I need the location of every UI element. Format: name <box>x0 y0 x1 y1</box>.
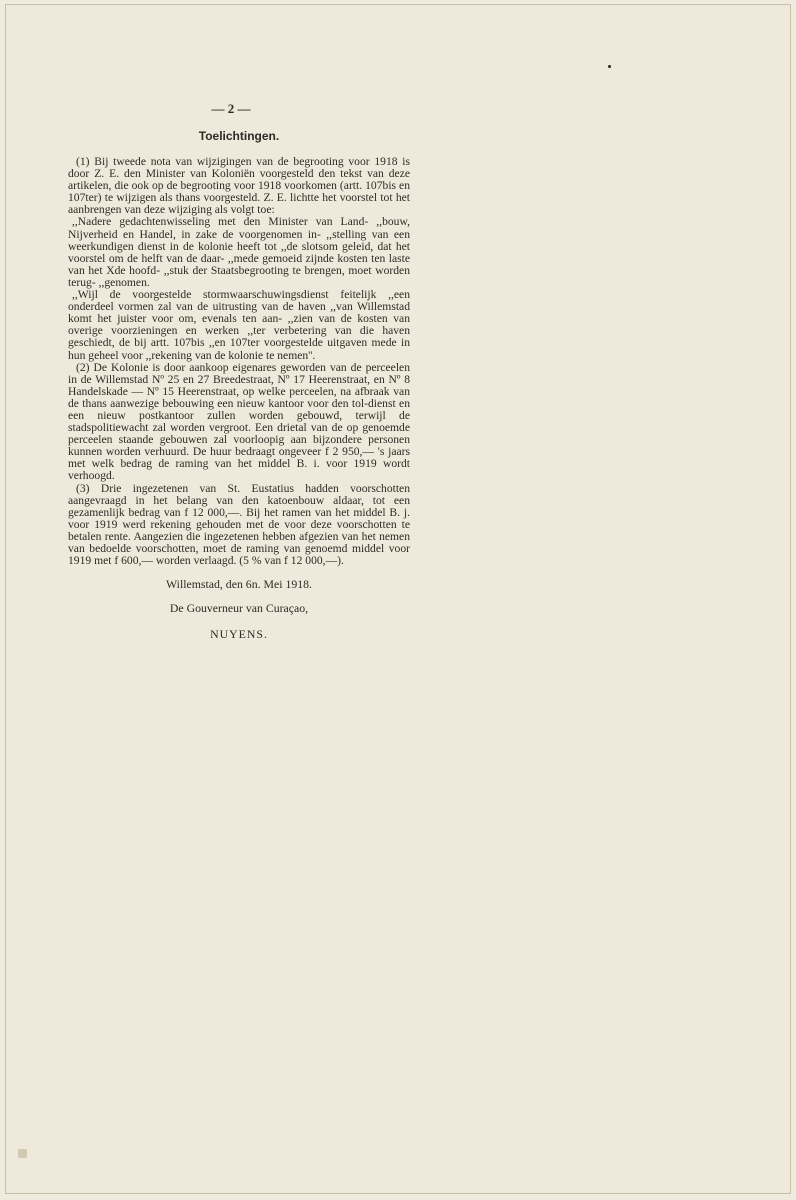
document-page <box>5 4 791 1194</box>
page-number: — 2 — <box>211 101 251 116</box>
explanation-paragraph-1: (1) Bij tweede nota van wijzigingen van de begrooting voor 1918 is door Z. E. den Minister van Koloniën voorgesteld den tekst van deze artikelen, die ook op de begrooting voor 1918 voorkomen (artt. 107bis en 107ter) te wijzigen als thans voorgesteld. Z. E. lichtte het voorstel tot het aanbrengen van deze wijziging als volgt toe: <box>68 155 410 217</box>
ink-speck <box>608 65 611 68</box>
paper-stain <box>18 1149 27 1158</box>
signer-title: De Gouverneur van Curaçao, <box>169 601 309 616</box>
place-date: Willemstad, den 6n. Mei 1918. <box>166 577 312 592</box>
quoted-paragraph-2: ,,Wijl de voorgestelde stormwaarschuwingsdienst feitelijk ,,een onderdeel vormen zal van de uitrusting van de haven ,,van Willemstad komt het juister voor om, evenals ten aan- ,,zien van de kosten van overige voorzieningen en werken ,,ter verbetering van die haven geschiedt, de bij artt. 107bis ,,en 107ter voorgestelde uitgaven mede in hun geheel voor ,,rekening van de kolonie te nemen''. <box>68 288 410 362</box>
signer-name: NUYENS. <box>210 627 268 642</box>
section-title: Toelichtingen. <box>198 129 280 143</box>
quoted-paragraph-1: ,,Nadere gedachtenwisseling met den Minister van Land- ,,bouw, Nijverheid en Handel, in zake de voorgenomen in- ,,stelling van een weerkundigen dienst in de kolonie heeft tot ,,de slotsom geleid, dat het voorstel om de helft van de daar- ,,mede gemoeid zijnde kosten ten laste van het Xde hoofd- ,,stuk der Staatsbegrooting te brengen, moet worden terug- ,,genomen. <box>68 215 410 289</box>
text-column <box>68 101 410 641</box>
explanation-paragraph-2: (2) De Kolonie is door aankoop eigenares geworden van de perceelen in de Willemstad Nº 25 en 27 Breedestraat, Nº 17 Heerenstraat, en Nº 8 Handelskade — Nº 15 Heerenstraat, op welke perceelen, na afbraak van de thans aanwezige bebouwing een nieuw kantoor voor den tol-dienst en een nieuw postkantoor zullen worden gebouwd, terwijl de stadspolitiewacht zal worden vergroot. Een drietal van de op genoemde perceelen staande gebouwen zal voorloopig aan bijzondere personen kunnen worden verhuurd. De huur bedraagt ongeveer f 2 950,— 's jaars met welk bedrag de raming van het middel B. i. voor 1919 wordt verhoogd. <box>68 360 410 483</box>
explanation-paragraph-3: (3) Drie ingezetenen van St. Eustatius hadden voorschotten aangevraagd in het belang van den katoenbouw aldaar, tot een gezamenlijk bedrag van f 12 000,—. Bij het ramen van het middel B. j. voor 1919 werd rekening gehouden met de voor deze voorschotten te betalen rente. Aangezien die ingezetenen hebben afgezien van het nemen van bedoelde voorschotten, moet de raming van genoemd middel voor 1919 met f 600,— worden verlaagd. (5 % van f 12 000,—). <box>68 481 410 568</box>
